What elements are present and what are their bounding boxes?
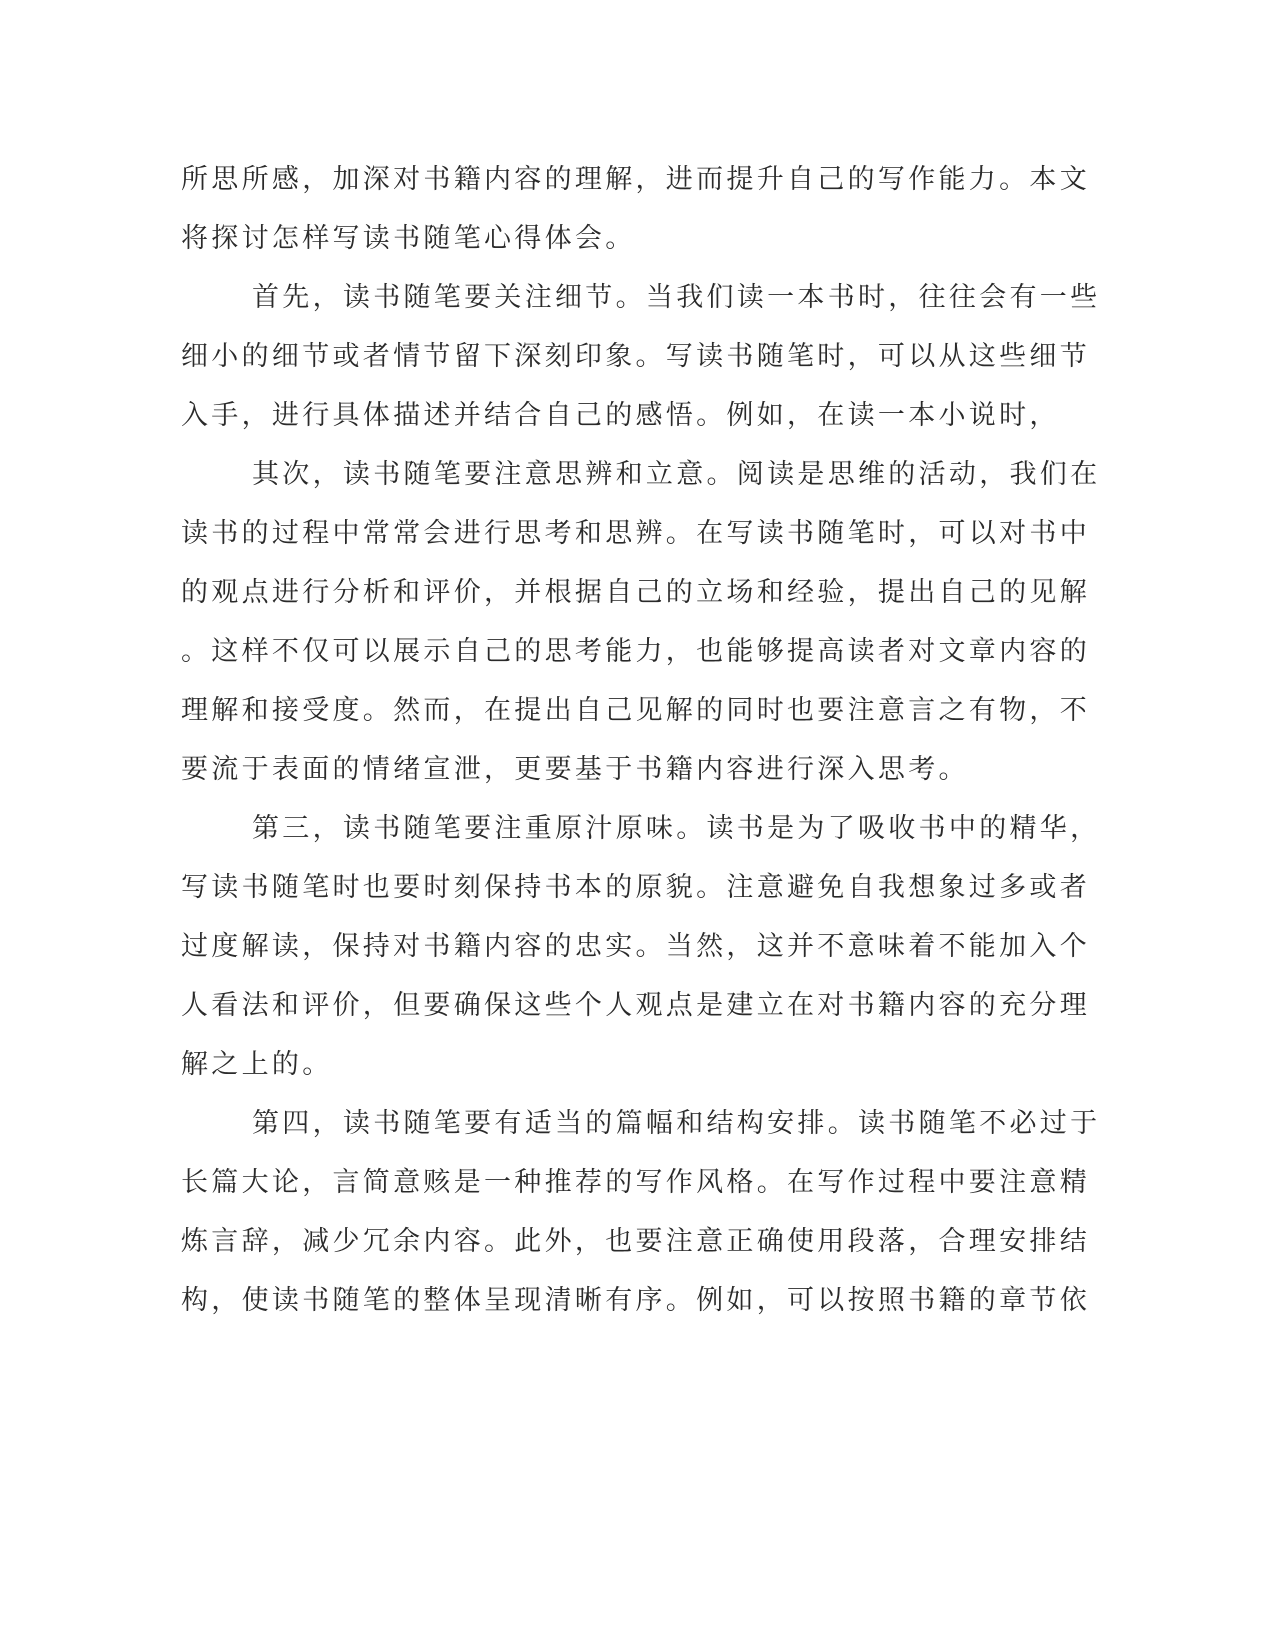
text-line: 入手，进行具体描述并结合自己的感悟。例如，在读一本小说时， <box>181 400 1060 431</box>
text-line: 将探讨怎样写读书随笔心得体会。 <box>181 223 636 254</box>
text-line: 长篇大论，言简意赅是一种推荐的写作风格。在写作过程中要注意精 <box>181 1167 1090 1198</box>
text-line: 要流于表面的情绪宣泄，更要基于书籍内容进行深入思考。 <box>181 754 969 785</box>
text-line: 细小的细节或者情节留下深刻印象。写读书随笔时，可以从这些细节 <box>181 341 1090 372</box>
text-line: 。这样不仅可以展示自己的思考能力，也能够提高读者对文章内容的 <box>181 636 1090 667</box>
text-line: 的观点进行分析和评价，并根据自己的立场和经验，提出自己的见解 <box>181 577 1090 608</box>
text-line: 过度解读，保持对书籍内容的忠实。当然，这并不意味着不能加入个 <box>181 931 1090 962</box>
text-line: 第四，读书随笔要有适当的篇幅和结构安排。读书随笔不必过于 <box>252 1108 1101 1139</box>
text-line: 首先，读书随笔要关注细节。当我们读一本书时，往往会有一些 <box>252 282 1101 313</box>
text-line: 所思所感，加深对书籍内容的理解，进而提升自己的写作能力。本文 <box>181 164 1090 195</box>
text-line: 构，使读书随笔的整体呈现清晰有序。例如，可以按照书籍的章节依 <box>181 1285 1090 1316</box>
text-line: 写读书随笔时也要时刻保持书本的原貌。注意避免自我想象过多或者 <box>181 872 1090 903</box>
text-line: 第三，读书随笔要注重原汁原味。读书是为了吸收书中的精华， <box>252 813 1101 844</box>
text-line: 理解和接受度。然而，在提出自己见解的同时也要注意言之有物，不 <box>181 695 1090 726</box>
text-line: 解之上的。 <box>181 1049 333 1080</box>
text-line: 人看法和评价，但要确保这些个人观点是建立在对书籍内容的充分理 <box>181 990 1090 1021</box>
text-line: 炼言辞，减少冗余内容。此外，也要注意正确使用段落，合理安排结 <box>181 1226 1090 1257</box>
text-line: 读书的过程中常常会进行思考和思辨。在写读书随笔时，可以对书中 <box>181 518 1090 549</box>
text-line: 其次，读书随笔要注意思辨和立意。阅读是思维的活动，我们在 <box>252 459 1101 490</box>
